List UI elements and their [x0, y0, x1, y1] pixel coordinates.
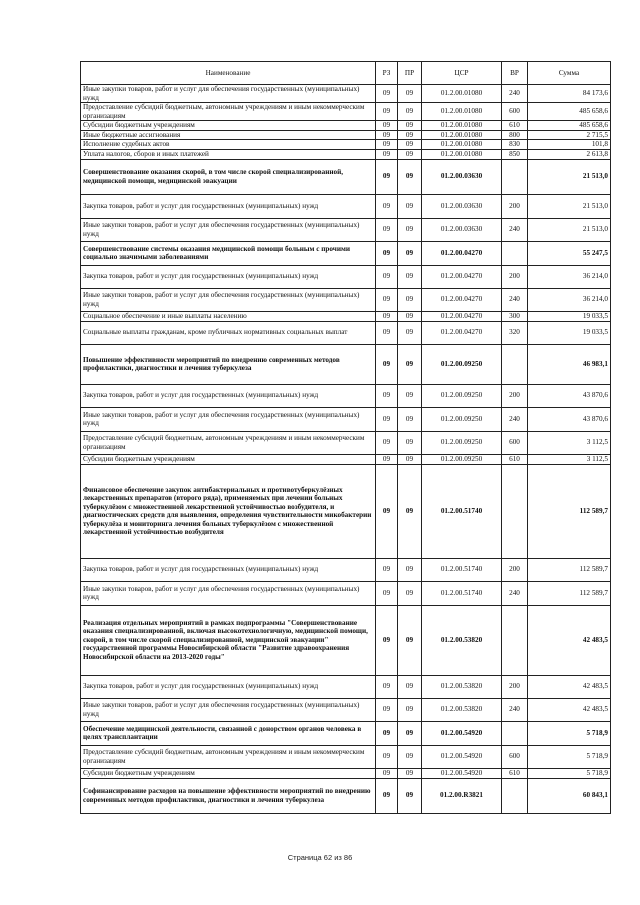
cell-rz: 09	[376, 384, 398, 407]
table-row	[81, 745, 611, 768]
cell-sum: 5 718,9	[528, 745, 611, 768]
cell-sum: 36 214,0	[528, 288, 611, 311]
cell-pr: 09	[398, 698, 422, 721]
cell-rz: 09	[376, 241, 398, 265]
cell-name: Предоставление субсидий бюджетным, автономным учреждениям и иным некоммерческим организациям	[81, 431, 376, 454]
cell-rz: 09	[376, 194, 398, 218]
cell-csr: 01.2.00.09250	[422, 454, 502, 464]
cell-sum: 5 718,9	[528, 768, 611, 778]
cell-vr: 200	[502, 384, 528, 407]
cell-rz: 09	[376, 218, 398, 241]
cell-csr: 01.2.00.51740	[422, 581, 502, 605]
cell-pr: 09	[398, 241, 422, 265]
cell-csr: 01.2.00.01080	[422, 85, 502, 103]
table-row	[81, 581, 611, 605]
cell-pr: 09	[398, 431, 422, 454]
header-csr: ЦСР	[422, 62, 502, 85]
cell-name: Иные бюджетные ассигнования	[81, 130, 376, 140]
table-row	[81, 675, 611, 698]
cell-rz: 09	[376, 121, 398, 131]
cell-sum: 21 513,0	[528, 159, 611, 194]
cell-sum: 42 483,5	[528, 698, 611, 721]
cell-name: Социальное обеспечение и иные выплаты населению	[81, 311, 376, 321]
cell-pr: 09	[398, 384, 422, 407]
cell-vr	[502, 778, 528, 813]
cell-rz: 09	[376, 464, 398, 558]
cell-rz: 09	[376, 344, 398, 384]
cell-rz: 09	[376, 149, 398, 159]
table-row	[81, 121, 611, 131]
cell-sum: 42 483,5	[528, 675, 611, 698]
table-row	[81, 265, 611, 288]
cell-vr	[502, 721, 528, 745]
cell-name: Реализация отдельных мероприятий в рамках подпрограммы "Совершенствование оказания специализированной, включая высокотехнологичную, медицинской помощи, скорой, в том числе скорой специализированной, медицинской эвакуации" государственной программы Новосибирской области "Развитие здравоохранения Новосибирской области на 2013-2020 годы"	[81, 605, 376, 675]
cell-name: Уплата налогов, сборов и иных платежей	[81, 149, 376, 159]
cell-pr: 09	[398, 778, 422, 813]
cell-vr: 240	[502, 407, 528, 431]
table-row	[81, 605, 611, 675]
cell-pr: 09	[398, 344, 422, 384]
cell-name: Иные закупки товаров, работ и услуг для обеспечения государственных (муниципальных) нужд	[81, 407, 376, 431]
cell-rz: 09	[376, 778, 398, 813]
cell-rz: 09	[376, 698, 398, 721]
table-row	[81, 321, 611, 344]
cell-pr: 09	[398, 454, 422, 464]
header-sum: Сумма	[528, 62, 611, 85]
cell-rz: 09	[376, 605, 398, 675]
cell-rz: 09	[376, 265, 398, 288]
cell-vr: 600	[502, 431, 528, 454]
cell-name: Закупка товаров, работ и услуг для государственных (муниципальных) нужд	[81, 194, 376, 218]
cell-rz: 09	[376, 311, 398, 321]
cell-csr: 01.2.00.R3821	[422, 778, 502, 813]
cell-name: Иные закупки товаров, работ и услуг для обеспечения государственных (муниципальных) нужд	[81, 288, 376, 311]
cell-csr: 01.2.00.53820	[422, 698, 502, 721]
table-row	[81, 344, 611, 384]
cell-csr: 01.2.00.03630	[422, 194, 502, 218]
cell-name: Совершенствование системы оказания медицинской помощи больным с прочими социально значимыми заболеваниями	[81, 241, 376, 265]
cell-vr: 610	[502, 121, 528, 131]
cell-sum: 19 033,5	[528, 321, 611, 344]
cell-csr: 01.2.00.03630	[422, 159, 502, 194]
cell-name: Закупка товаров, работ и услуг для государственных (муниципальных) нужд	[81, 558, 376, 581]
header-pr: ПР	[398, 62, 422, 85]
cell-rz: 09	[376, 321, 398, 344]
cell-vr: 320	[502, 321, 528, 344]
cell-csr: 01.2.00.04270	[422, 241, 502, 265]
cell-pr: 09	[398, 768, 422, 778]
cell-sum: 43 870,6	[528, 384, 611, 407]
cell-csr: 01.2.00.01080	[422, 121, 502, 131]
table-row	[81, 698, 611, 721]
cell-pr: 09	[398, 581, 422, 605]
cell-vr	[502, 159, 528, 194]
table-row	[81, 103, 611, 121]
header-rz: РЗ	[376, 62, 398, 85]
table-row	[81, 431, 611, 454]
cell-vr: 200	[502, 194, 528, 218]
cell-rz: 09	[376, 454, 398, 464]
cell-name: Обеспечение медицинской деятельности, связанной с донорством органов человека в целях трансплантации	[81, 721, 376, 745]
cell-vr: 610	[502, 454, 528, 464]
cell-pr: 09	[398, 103, 422, 121]
cell-sum: 55 247,5	[528, 241, 611, 265]
cell-name: Закупка товаров, работ и услуг для государственных (муниципальных) нужд	[81, 265, 376, 288]
cell-vr: 600	[502, 103, 528, 121]
cell-name: Субсидии бюджетным учреждениям	[81, 121, 376, 131]
cell-rz: 09	[376, 140, 398, 150]
cell-pr: 09	[398, 121, 422, 131]
cell-sum: 485 658,6	[528, 103, 611, 121]
cell-vr	[502, 464, 528, 558]
cell-csr: 01.2.00.04270	[422, 288, 502, 311]
table-header-row	[81, 62, 611, 85]
cell-vr: 300	[502, 311, 528, 321]
table-row	[81, 218, 611, 241]
cell-vr	[502, 241, 528, 265]
cell-pr: 09	[398, 311, 422, 321]
cell-vr: 240	[502, 85, 528, 103]
cell-csr: 01.2.00.09250	[422, 384, 502, 407]
cell-name: Софинансирование расходов на повышение эффективности мероприятий по внедрению современных методов профилактики, диагностики и лечения туберкулеза	[81, 778, 376, 813]
cell-vr	[502, 344, 528, 384]
cell-sum: 112 589,7	[528, 464, 611, 558]
table-row	[81, 85, 611, 103]
cell-pr: 09	[398, 558, 422, 581]
cell-vr: 830	[502, 140, 528, 150]
cell-rz: 09	[376, 721, 398, 745]
table-row	[81, 241, 611, 265]
table-row	[81, 149, 611, 159]
cell-name: Иные закупки товаров, работ и услуг для обеспечения государственных (муниципальных) нужд	[81, 85, 376, 103]
cell-pr: 09	[398, 407, 422, 431]
cell-csr: 01.2.00.01080	[422, 103, 502, 121]
cell-vr: 200	[502, 675, 528, 698]
table-row	[81, 558, 611, 581]
cell-vr	[502, 605, 528, 675]
cell-vr: 240	[502, 218, 528, 241]
cell-sum: 36 214,0	[528, 265, 611, 288]
cell-rz: 09	[376, 581, 398, 605]
cell-csr: 01.2.00.04270	[422, 321, 502, 344]
cell-pr: 09	[398, 149, 422, 159]
table-row	[81, 288, 611, 311]
header-vr: ВР	[502, 62, 528, 85]
cell-sum: 43 870,6	[528, 407, 611, 431]
table-row	[81, 407, 611, 431]
cell-sum: 19 033,5	[528, 311, 611, 321]
cell-sum: 101,8	[528, 140, 611, 150]
cell-pr: 09	[398, 605, 422, 675]
table-row	[81, 768, 611, 778]
cell-sum: 2 613,8	[528, 149, 611, 159]
cell-csr: 01.2.00.04270	[422, 311, 502, 321]
cell-rz: 09	[376, 288, 398, 311]
cell-pr: 09	[398, 130, 422, 140]
cell-sum: 112 589,7	[528, 558, 611, 581]
cell-pr: 09	[398, 288, 422, 311]
table-row	[81, 454, 611, 464]
cell-vr: 800	[502, 130, 528, 140]
cell-rz: 09	[376, 558, 398, 581]
cell-pr: 09	[398, 721, 422, 745]
cell-rz: 09	[376, 407, 398, 431]
cell-pr: 09	[398, 159, 422, 194]
cell-name: Закупка товаров, работ и услуг для государственных (муниципальных) нужд	[81, 384, 376, 407]
cell-sum: 60 843,1	[528, 778, 611, 813]
cell-name: Повышение эффективности мероприятий по внедрению современных методов профилактики, диагностики и лечения туберкулеза	[81, 344, 376, 384]
cell-sum: 21 513,0	[528, 194, 611, 218]
cell-pr: 09	[398, 140, 422, 150]
cell-sum: 46 983,1	[528, 344, 611, 384]
cell-sum: 485 658,6	[528, 121, 611, 131]
header-name: Наименование	[81, 62, 376, 85]
cell-pr: 09	[398, 218, 422, 241]
cell-sum: 5 718,9	[528, 721, 611, 745]
cell-csr: 01.2.00.09250	[422, 431, 502, 454]
cell-rz: 09	[376, 745, 398, 768]
budget-table	[80, 61, 611, 814]
cell-vr: 240	[502, 698, 528, 721]
cell-pr: 09	[398, 265, 422, 288]
table-row	[81, 130, 611, 140]
cell-pr: 09	[398, 675, 422, 698]
cell-vr: 240	[502, 288, 528, 311]
cell-vr: 610	[502, 768, 528, 778]
table-row	[81, 384, 611, 407]
cell-csr: 01.2.00.51740	[422, 558, 502, 581]
cell-csr: 01.2.00.04270	[422, 265, 502, 288]
cell-pr: 09	[398, 194, 422, 218]
cell-name: Совершенствование оказания скорой, в том числе скорой специализированной, медицинской помощи, медицинской эвакуации	[81, 159, 376, 194]
cell-sum: 2 715,5	[528, 130, 611, 140]
cell-name: Финансовое обеспечение закупок антибактериальных и противотуберкулёзных лекарственных препаратов (второго ряда), применяемых при лечении больных туберкулёзом с множественной лекарственной устойчивостью возбудителя, и диагностических средств для выявления, определения чувствительности микобактерии туберкулёза и мониторинга лечения больных туберкулёзом с множественной лекарственной устойчивостью возбудителя	[81, 464, 376, 558]
cell-name: Иные закупки товаров, работ и услуг для обеспечения государственных (муниципальных) нужд	[81, 218, 376, 241]
cell-vr: 200	[502, 558, 528, 581]
cell-csr: 01.2.00.54920	[422, 745, 502, 768]
cell-pr: 09	[398, 464, 422, 558]
cell-vr: 200	[502, 265, 528, 288]
table-row	[81, 464, 611, 558]
cell-rz: 09	[376, 130, 398, 140]
cell-csr: 01.2.00.54920	[422, 721, 502, 745]
table-body	[81, 85, 611, 814]
cell-csr: 01.2.00.51740	[422, 464, 502, 558]
cell-sum: 21 513,0	[528, 218, 611, 241]
cell-csr: 01.2.00.53820	[422, 675, 502, 698]
cell-name: Социальные выплаты гражданам, кроме публичных нормативных социальных выплат	[81, 321, 376, 344]
cell-csr: 01.2.00.01080	[422, 130, 502, 140]
cell-name: Предоставление субсидий бюджетным, автономным учреждениям и иным некоммерческим организациям	[81, 103, 376, 121]
cell-sum: 84 173,6	[528, 85, 611, 103]
cell-csr: 01.2.00.09250	[422, 407, 502, 431]
cell-csr: 01.2.00.03630	[422, 218, 502, 241]
table-row	[81, 194, 611, 218]
cell-name: Иные закупки товаров, работ и услуг для обеспечения государственных (муниципальных) нужд	[81, 698, 376, 721]
cell-name: Иные закупки товаров, работ и услуг для обеспечения государственных (муниципальных) нужд	[81, 581, 376, 605]
cell-name: Исполнение судебных актов	[81, 140, 376, 150]
cell-vr: 850	[502, 149, 528, 159]
cell-name: Субсидии бюджетным учреждениям	[81, 768, 376, 778]
cell-rz: 09	[376, 768, 398, 778]
cell-sum: 3 112,5	[528, 454, 611, 464]
cell-vr: 240	[502, 581, 528, 605]
cell-csr: 01.2.00.54920	[422, 768, 502, 778]
cell-pr: 09	[398, 85, 422, 103]
cell-csr: 01.2.00.01080	[422, 140, 502, 150]
cell-vr: 600	[502, 745, 528, 768]
table-row	[81, 159, 611, 194]
cell-csr: 01.2.00.01080	[422, 149, 502, 159]
table-row	[81, 140, 611, 150]
cell-rz: 09	[376, 675, 398, 698]
cell-rz: 09	[376, 159, 398, 194]
table-row	[81, 721, 611, 745]
cell-sum: 42 483,5	[528, 605, 611, 675]
cell-pr: 09	[398, 745, 422, 768]
cell-rz: 09	[376, 103, 398, 121]
page-footer: Страница 62 из 86	[287, 853, 353, 862]
table-row	[81, 311, 611, 321]
cell-csr: 01.2.00.53820	[422, 605, 502, 675]
cell-rz: 09	[376, 85, 398, 103]
cell-pr: 09	[398, 321, 422, 344]
cell-name: Закупка товаров, работ и услуг для государственных (муниципальных) нужд	[81, 675, 376, 698]
cell-sum: 112 589,7	[528, 581, 611, 605]
cell-csr: 01.2.00.09250	[422, 344, 502, 384]
cell-sum: 3 112,5	[528, 431, 611, 454]
cell-name: Субсидии бюджетным учреждениям	[81, 454, 376, 464]
cell-name: Предоставление субсидий бюджетным, автономным учреждениям и иным некоммерческим организациям	[81, 745, 376, 768]
cell-rz: 09	[376, 431, 398, 454]
table-row	[81, 778, 611, 813]
